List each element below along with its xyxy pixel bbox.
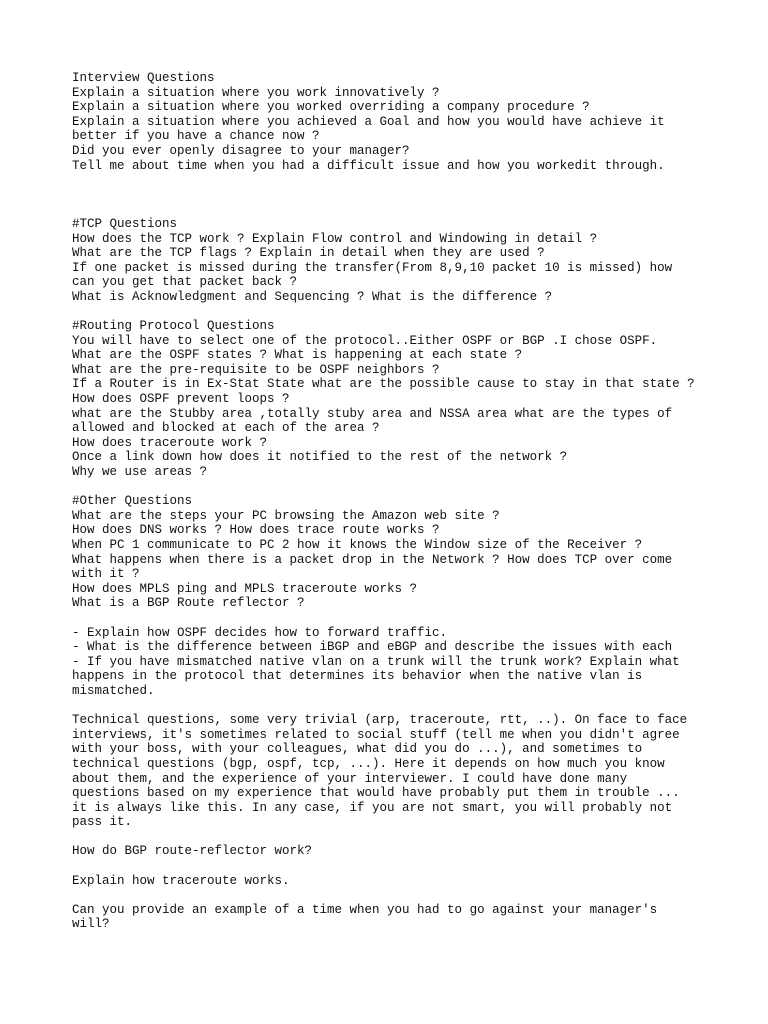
bullet-line: happens in the protocol that determines its behavior when the native vlan is [72,669,643,684]
question-line: what are the Stubby area ,totally stuby area and NSSA area what are the types of [72,406,673,421]
question-line: What happens when there is a packet drop in the Network ? How does TCP over come [72,552,673,567]
traceroute-question [72,874,732,889]
manager-question [72,903,732,932]
section-heading: #Routing Protocol Questions [72,319,275,334]
spacer [72,699,732,714]
section-heading: Interview Questions [72,71,215,85]
question-line: What are the OSPF states ? What is happening at each state ? [72,348,523,363]
spacer [72,173,732,202]
bullet-line: - If you have mismatched native vlan on a trunk will the trunk work? Explain what [72,654,680,669]
interview-questions-section [72,71,732,173]
bullet-questions-section [72,626,732,699]
question-line: Can you provide an example of a time when you had to go against your manager's [72,902,658,917]
question-line: How does traceroute work ? [72,435,268,450]
paragraph-line: with your boss, with your colleagues, what did you do ...), and sometimes to [72,742,643,757]
bullet-line: - Explain how OSPF decides how to forward traffic. [72,625,448,640]
technical-paragraph [72,713,732,830]
question-line: When PC 1 communicate to PC 2 how it knows the Window size of the Receiver ? [72,538,643,552]
spacer [72,888,732,903]
question-line: How does DNS works ? How does trace route works ? [72,523,440,538]
routing-protocol-section [72,319,732,480]
question-line: Explain a situation where you worked overriding a company procedure ? [72,100,590,115]
section-heading: #TCP Questions [72,216,178,231]
question-line: You will have to select one of the protocol..Either OSPF or BGP .I chose OSPF. [72,333,658,348]
question-line: Did you ever openly disagree to your manager? [72,143,410,158]
question-line: Explain a situation where you achieved a Goal and how you would have achieve it [72,114,665,129]
spacer [72,202,732,217]
spacer [72,480,732,495]
question-line: What are the TCP flags ? Explain in detail when they are used ? [72,246,545,261]
question-line: allowed and blocked at each of the area ? [72,421,380,436]
question-line: can you get that packet back ? [72,275,298,290]
question-line: What is Acknowledgment and Sequencing ? What is the difference ? [72,289,553,304]
spacer [72,305,732,320]
paragraph-line: questions based on my experience that would have probably put them in trouble ... [72,786,680,801]
spacer [72,830,732,845]
tcp-questions-section [72,217,732,305]
section-heading: #Other Questions [72,494,193,509]
spacer [72,859,732,874]
question-line: If a Router is in Ex-Stat State what are the possible cause to stay in that state ? [72,377,695,392]
question-line: Tell me about time when you had a difficult issue and how you workedit through. [72,158,665,173]
question-line: What are the pre-requisite to be OSPF neighbors ? [72,362,440,377]
question-line: What is a BGP Route reflector ? [72,596,305,611]
paragraph-line: it is always like this. In any case, if you are not smart, you will probably not [72,800,673,815]
paragraph-line: Technical questions, some very trivial (arp, traceroute, rtt, ..). On face to face [72,713,688,728]
question-line: with it ? [72,567,140,582]
bullet-line: - What is the difference between iBGP and eBGP and describe the issues with each [72,640,673,655]
bullet-line: mismatched. [72,683,155,698]
paragraph-line: technical questions (bgp, ospf, tcp, ...). Here it depends on how much you know [72,756,665,771]
question-line: Once a link down how does it notified to the rest of the network ? [72,450,568,465]
paragraph-line: about them, and the experience of your interviewer. I could have done many [72,771,628,786]
question-line: better if you have a chance now ? [72,129,320,144]
question-line: will? [72,917,110,932]
other-questions-section [72,494,732,611]
paragraph-line: pass it. [72,815,133,830]
paragraph-line: interviews, it's sometimes related to social stuff (tell me when you didn't agree [72,727,680,742]
question-line: Why we use areas ? [72,465,208,480]
question-line: Explain how traceroute works. [72,873,290,888]
question-line: How do BGP route-reflector work? [72,844,313,859]
document-page [72,71,732,932]
spacer [72,611,732,626]
question-line: If one packet is missed during the transfer(From 8,9,10 packet 10 is missed) how [72,260,673,275]
question-line: How does OSPF prevent loops ? [72,392,290,407]
question-line: Explain a situation where you work innovatively ? [72,85,440,100]
bgp-reflector-question [72,844,732,859]
question-line: What are the steps your PC browsing the Amazon web site ? [72,508,500,523]
question-line: How does the TCP work ? Explain Flow control and Windowing in detail ? [72,231,598,246]
question-line: How does MPLS ping and MPLS traceroute works ? [72,581,418,596]
